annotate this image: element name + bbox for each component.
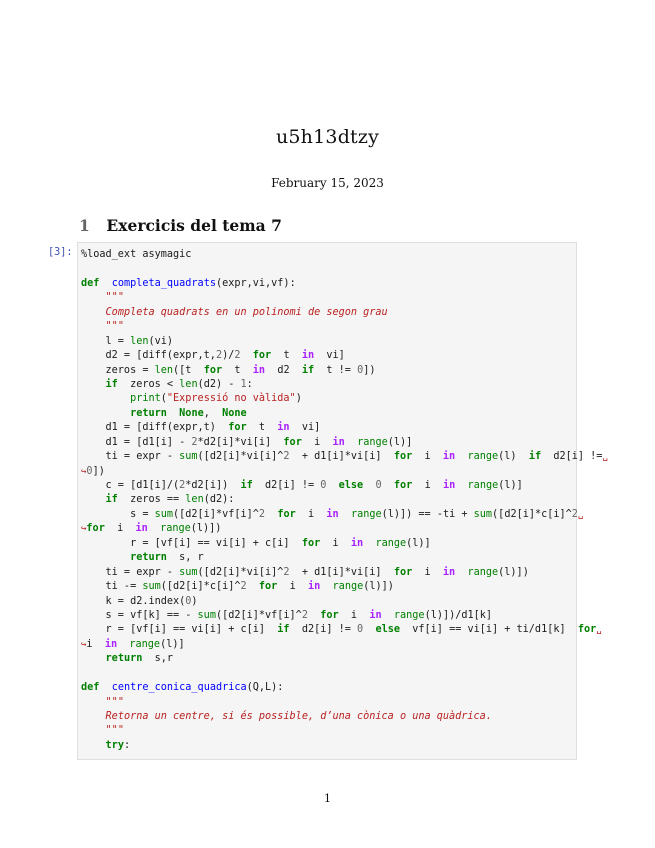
code-token: (vi)	[148, 335, 174, 347]
code-line	[81, 392, 608, 406]
code-line	[81, 551, 608, 565]
code-token	[81, 307, 106, 318]
code-token: vi]	[289, 422, 321, 434]
code-token: 1	[240, 378, 247, 390]
code-token: 0	[375, 480, 382, 491]
code-token: 0	[357, 624, 364, 636]
code-token: print	[130, 393, 161, 405]
code-line	[81, 609, 608, 623]
code-token: None	[179, 407, 204, 419]
code-token: :	[246, 378, 253, 390]
code-token: "Expressió no vàlida"	[166, 393, 296, 405]
code-token: 0	[185, 595, 192, 607]
code-line	[81, 638, 608, 652]
code-token: zeros =	[81, 364, 155, 376]
document-date: February 15, 2023	[271, 176, 384, 190]
code-token	[382, 610, 394, 621]
code-token: range	[129, 638, 161, 650]
code-token: len	[130, 335, 149, 347]
code-token: 0	[320, 480, 327, 491]
code-token: sum	[142, 581, 161, 593]
code-token	[308, 610, 320, 621]
code-token: range	[357, 436, 388, 448]
section-title: Exercicis del tema 7	[106, 216, 282, 235]
code-token: range	[332, 581, 364, 593]
code-token	[363, 624, 375, 635]
code-token: None	[222, 407, 247, 419]
code-token: for	[228, 422, 247, 434]
code-token: def	[81, 682, 100, 694]
code-token: ([d2[i]*vi[i]^	[197, 451, 284, 463]
code-token: ])	[363, 364, 376, 376]
code-token	[382, 480, 394, 491]
code-token: :	[123, 739, 131, 751]
code-token: range	[350, 508, 382, 520]
code-token: (l)])	[498, 566, 529, 578]
code-token: completa_quadrats	[111, 277, 216, 289]
code-token: ,	[203, 407, 223, 419]
code-token: ti = expr -	[81, 566, 180, 578]
code-token: d1 = [d1[i] -	[81, 436, 192, 448]
code-token: )/	[222, 350, 235, 362]
code-token: in	[326, 508, 339, 520]
code-token: zeros <	[117, 378, 180, 390]
code-token: k = d2.index(	[81, 595, 186, 607]
code-token: (l)]) == -ti +	[381, 508, 474, 520]
code-token: (	[160, 393, 167, 405]
code-token: zeros ==	[117, 494, 186, 506]
code-token: 2	[234, 350, 241, 362]
code-token: range	[467, 480, 499, 491]
code-token: ↪	[81, 639, 87, 650]
code-token: return	[130, 407, 167, 419]
code-token: + d1[i]*vi[i]	[289, 451, 394, 463]
code-token: (l)])	[363, 581, 394, 593]
code-token: for	[86, 523, 105, 535]
code-token: for	[393, 451, 413, 463]
code-token: 2	[283, 566, 290, 578]
code-token: 0	[86, 465, 93, 477]
code-line	[81, 696, 608, 710]
code-line	[81, 537, 608, 551]
code-token: for	[277, 508, 296, 520]
code-token: i	[412, 480, 443, 491]
code-line	[81, 421, 608, 435]
code-token: ␣	[602, 452, 608, 463]
code-token: ([t	[173, 364, 204, 376]
code-token	[167, 408, 179, 419]
code-token: ([d2[i]*vf[i]^	[215, 609, 302, 621]
code-token: ([d2[i]*c[i]^	[492, 508, 572, 520]
code-token: 2	[240, 581, 247, 593]
code-token: i	[86, 638, 105, 650]
section-heading	[79, 216, 282, 235]
cell-prompt: [3]:	[48, 247, 73, 258]
code-token: s = vf[k] == -	[81, 609, 198, 621]
code-token: ↪	[81, 524, 87, 535]
code-line	[81, 522, 608, 536]
code-line	[81, 248, 608, 262]
code-token: t	[246, 422, 278, 434]
code-token: t	[222, 364, 253, 376]
code-line	[81, 667, 608, 681]
code-token: i	[104, 523, 136, 535]
code-line	[81, 277, 608, 291]
code-token: range	[467, 451, 499, 463]
code-token: for	[577, 624, 597, 636]
code-token: r = [vf[i] == vi[i] + c[i]	[81, 537, 302, 549]
code-line	[81, 262, 608, 276]
code-token	[455, 480, 467, 491]
code-token	[81, 379, 106, 390]
code-token: (d2):	[203, 494, 235, 506]
code-token: for	[252, 350, 272, 362]
code-block	[81, 248, 608, 753]
code-token: len	[179, 378, 198, 390]
code-line	[81, 291, 608, 305]
code-line	[81, 378, 608, 392]
code-token: try	[105, 739, 124, 751]
code-token: t	[271, 350, 302, 362]
code-token: *d2[i]*vi[i]	[197, 436, 284, 448]
code-token: in	[104, 638, 118, 650]
code-token: (expr,vi,vf):	[215, 277, 296, 289]
code-token: d2[i] !=	[541, 451, 603, 463]
code-token	[81, 408, 130, 419]
code-token: 2	[301, 609, 308, 621]
code-token	[320, 581, 332, 592]
page-number: 1	[324, 792, 331, 805]
code-token: in	[277, 422, 290, 434]
code-token: sum	[179, 451, 198, 463]
code-token	[265, 509, 277, 520]
code-token: for	[301, 537, 321, 549]
code-token: ([d2[i]*c[i]^	[160, 581, 241, 593]
code-token	[247, 581, 259, 592]
code-token: d1 = [diff(expr,t)	[81, 422, 229, 434]
code-token	[345, 437, 357, 448]
code-line	[81, 493, 608, 507]
code-line	[81, 623, 608, 637]
code-token: (l)])/d1[k]	[424, 609, 493, 621]
code-token: range	[467, 566, 499, 578]
code-line	[81, 566, 608, 580]
code-token: for	[393, 566, 413, 578]
code-token: i	[295, 508, 327, 520]
code-token: + d1[i]*vi[i]	[289, 566, 394, 578]
code-token: vf[i] == vi[i] + ti/d1[k]	[400, 624, 578, 636]
code-token: ti -=	[81, 581, 143, 593]
code-token: len	[185, 494, 204, 506]
code-token: for	[320, 609, 339, 621]
code-token: ␣	[596, 625, 602, 636]
code-token: sum	[154, 508, 174, 520]
code-token: i	[277, 581, 308, 593]
code-token: if	[277, 624, 290, 636]
code-token: (l)]	[498, 480, 523, 491]
code-token	[81, 653, 106, 664]
code-token	[99, 682, 111, 693]
code-token: in	[307, 581, 321, 593]
code-token: """	[105, 321, 124, 333]
code-token: in	[350, 537, 364, 549]
code-token: (l)])	[190, 523, 222, 535]
code-token: for	[258, 581, 278, 593]
code-line	[81, 407, 608, 421]
code-token: for	[393, 480, 413, 491]
code-token: else	[338, 480, 364, 491]
code-token	[455, 451, 467, 462]
code-token: in	[369, 609, 382, 621]
code-line	[81, 508, 608, 522]
code-token: for	[203, 364, 223, 376]
code-token: (l)	[498, 451, 529, 463]
code-token: i	[338, 609, 370, 621]
code-token: s =	[81, 508, 155, 520]
code-token: 2	[283, 451, 290, 463]
code-token: if	[240, 480, 253, 491]
code-token: range	[375, 537, 407, 549]
code-token	[81, 697, 106, 708]
code-token: t !=	[314, 364, 358, 376]
code-token: range	[160, 523, 191, 535]
code-token: else	[375, 624, 400, 636]
code-token: )	[191, 595, 198, 607]
code-token: (l)]	[160, 638, 185, 650]
code-token: if	[105, 494, 118, 506]
code-token: if	[105, 378, 118, 390]
code-line	[81, 349, 608, 363]
code-token: ↪	[81, 466, 87, 477]
code-token: c = [d1[i]/(	[81, 480, 180, 491]
code-token: in	[252, 364, 266, 376]
code-token: (l)]	[406, 537, 431, 549]
code-token: in	[442, 451, 456, 463]
code-token: return	[105, 653, 143, 665]
code-token: """	[105, 696, 124, 708]
code-line	[81, 710, 608, 724]
code-token	[81, 711, 106, 722]
code-token	[363, 480, 375, 491]
code-token: in	[135, 523, 148, 535]
code-line	[81, 436, 608, 450]
code-cell[interactable]	[77, 242, 608, 760]
code-line	[81, 652, 608, 666]
code-line	[81, 479, 608, 493]
document-title: u5h13dtzy	[275, 126, 380, 148]
code-token: sum	[179, 566, 198, 578]
code-token: *d2[i])	[185, 480, 241, 491]
code-token: in	[332, 436, 345, 448]
code-token	[81, 494, 106, 505]
code-token	[81, 292, 106, 303]
code-token: ti = expr -	[81, 451, 180, 463]
code-token: ␣	[577, 509, 584, 520]
code-token: len	[154, 364, 174, 376]
code-line	[81, 724, 608, 738]
code-token: l =	[81, 335, 131, 347]
code-token: sum	[473, 508, 493, 520]
code-token: (d2) -	[197, 378, 241, 390]
code-token	[148, 523, 160, 534]
code-line	[81, 739, 608, 753]
code-token: r = [vf[i] == vi[i] + c[i]	[81, 624, 278, 636]
code-token: vi]	[314, 350, 345, 362]
code-line	[81, 320, 608, 334]
code-token: Retorna un centre, si és possible, d’una cònica o una quàdrica.	[105, 711, 492, 722]
code-line	[81, 465, 608, 479]
code-token: s, r	[166, 552, 204, 564]
code-token	[117, 639, 129, 650]
code-line	[81, 681, 608, 695]
code-token: return	[130, 552, 167, 564]
code-token: 2	[179, 480, 186, 491]
code-token: 2	[191, 436, 198, 448]
code-line	[81, 580, 608, 594]
code-token: def	[81, 277, 100, 289]
code-token: if	[528, 451, 542, 463]
code-line	[81, 306, 608, 320]
code-token: for	[283, 436, 302, 448]
code-token: i	[412, 566, 443, 578]
code-token	[81, 725, 106, 736]
code-token	[339, 509, 351, 520]
code-token: i	[320, 537, 351, 549]
code-token: 0	[357, 364, 364, 376]
code-token	[81, 740, 106, 751]
code-token	[455, 567, 467, 578]
code-token: d2[i] !=	[289, 624, 358, 636]
code-token: )	[295, 393, 302, 405]
code-token	[363, 538, 375, 549]
code-token	[99, 278, 111, 289]
code-token: ([d2[i]*vf[i]^	[173, 508, 259, 520]
code-token	[241, 350, 253, 361]
code-token	[81, 552, 130, 563]
code-token: (Q,L):	[246, 682, 284, 694]
code-token	[81, 321, 106, 332]
code-line	[81, 335, 608, 349]
section-number: 1	[79, 216, 90, 235]
code-token: ])	[92, 465, 105, 477]
code-token: in	[301, 350, 315, 362]
code-token: range	[393, 609, 425, 621]
code-token: in	[442, 480, 456, 491]
code-token: s,r	[142, 653, 174, 665]
code-token: d2	[265, 364, 302, 376]
code-token: 2	[258, 508, 266, 520]
code-token: centre_conica_quadrica	[111, 682, 247, 694]
code-token: d2[i] !=	[252, 480, 321, 491]
code-token: if	[301, 364, 315, 376]
code-token	[81, 393, 130, 404]
code-line	[81, 364, 608, 378]
code-token: """	[105, 292, 124, 304]
code-token: ([d2[i]*vi[i]^	[197, 566, 284, 578]
code-token: 2	[571, 508, 578, 520]
code-token: d2 = [diff(expr,t,	[81, 350, 216, 362]
code-token: i	[412, 451, 443, 463]
code-token: Completa quadrats en un polinomi de segon grau	[105, 306, 388, 318]
code-token: in	[442, 566, 456, 578]
code-line	[81, 595, 608, 609]
code-token	[326, 480, 338, 491]
code-line	[81, 450, 608, 464]
code-token: sum	[197, 609, 216, 621]
code-token: 2	[215, 350, 223, 362]
code-token: """	[105, 725, 124, 737]
code-token: %load_ext asymagic	[81, 249, 192, 260]
code-token: i	[301, 436, 333, 448]
code-token: (l)]	[387, 436, 413, 448]
